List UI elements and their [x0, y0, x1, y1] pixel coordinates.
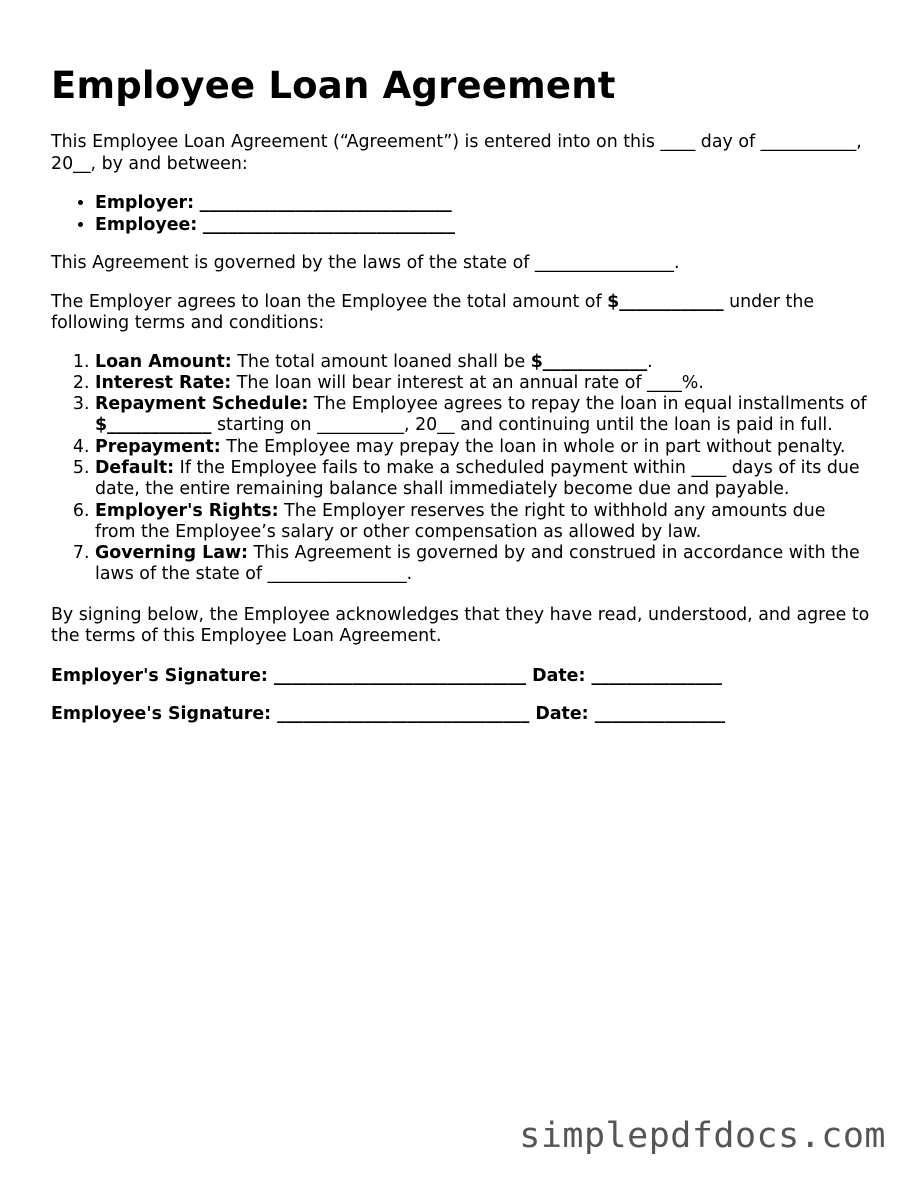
signature-label: Employee's Signature: — [51, 704, 272, 725]
term-text: This Agreement is governed by and construed in accordance with the laws of the state of ________________. — [95, 543, 860, 585]
terms-list — [51, 352, 871, 586]
term-label: Governing Law: — [95, 543, 248, 564]
party-label: Employer: — [95, 193, 195, 213]
term-loan-amount — [95, 352, 871, 373]
term-prepayment — [95, 437, 871, 458]
party-blank: _____________________________ — [202, 214, 455, 235]
party-employee — [95, 215, 871, 237]
term-default — [95, 458, 871, 501]
signature-blank: _____________________________ — [277, 704, 530, 725]
watermark-text: simplepdfdocs.com — [519, 1116, 886, 1156]
intro-paragraph: This Employee Loan Agreement (“Agreement”) is entered into on this ____ day of ___________, 20__, by and between: — [51, 132, 862, 174]
loan-paragraph — [51, 292, 871, 335]
date-blank: _______________ — [594, 704, 726, 725]
parties-list — [51, 193, 871, 236]
party-blank: _____________________________ — [199, 193, 452, 213]
date-blank: _______________ — [591, 665, 722, 686]
term-label: Prepayment: — [95, 436, 221, 457]
governing-paragraph: This Agreement is governed by the laws of the state of ________________. — [51, 253, 680, 273]
term-repayment-schedule — [95, 394, 871, 437]
date-label: Date: — [532, 665, 586, 686]
term-interest-rate — [95, 373, 871, 394]
term-text: If the Employee fails to make a scheduled payment within ____ days of its due date, the entire remaining balance shall immediately become due and payable. — [95, 457, 860, 500]
term-employer-rights — [95, 501, 871, 544]
loan-text-after: under the following terms and conditions: — [51, 291, 815, 333]
document-title: Employee Loan Agreement — [51, 64, 616, 107]
employer-signature-line — [51, 666, 871, 688]
term-label: Default: — [95, 457, 175, 478]
party-label: Employee: — [95, 214, 198, 235]
term-label: Employer's Rights: — [95, 500, 279, 521]
signature-blank: _____________________________ — [273, 665, 527, 686]
party-employer — [95, 193, 871, 215]
acknowledgement-paragraph: By signing below, the Employee acknowledges that they have read, understood, and agree to the terms of this Employee Loan Agreement. — [51, 604, 870, 647]
term-amount-blank: $____________ — [530, 351, 648, 372]
term-text: . — [647, 351, 653, 372]
term-text: The Employee may prepay the loan in whole or in part without penalty. — [220, 436, 846, 457]
term-text: The loan will bear interest at an annual rate of ____%. — [231, 372, 704, 393]
employee-signature-line — [51, 704, 871, 726]
signature-label: Employer's Signature: — [51, 665, 268, 686]
term-label: Interest Rate: — [95, 372, 232, 393]
term-text: The Employer reserves the right to withhold any amounts due from the Employee’s salary or other compensation as allowed by law. — [95, 500, 826, 542]
loan-text-before: The Employer agrees to loan the Employee the total amount of — [51, 291, 608, 312]
term-label: Loan Amount: — [95, 351, 232, 372]
term-text: The total amount loaned shall be — [231, 351, 531, 372]
term-governing-law — [95, 543, 871, 586]
term-amount-blank: $____________ — [95, 415, 212, 436]
loan-amount-blank: $____________ — [607, 291, 724, 312]
date-label: Date: — [535, 704, 589, 725]
term-text: The Employee agrees to repay the loan in equal installments of — [308, 394, 867, 415]
term-text: starting on __________, 20__ and continuing until the loan is paid in full. — [211, 415, 833, 436]
document-page — [51, 62, 871, 726]
term-label: Repayment Schedule: — [95, 394, 309, 415]
